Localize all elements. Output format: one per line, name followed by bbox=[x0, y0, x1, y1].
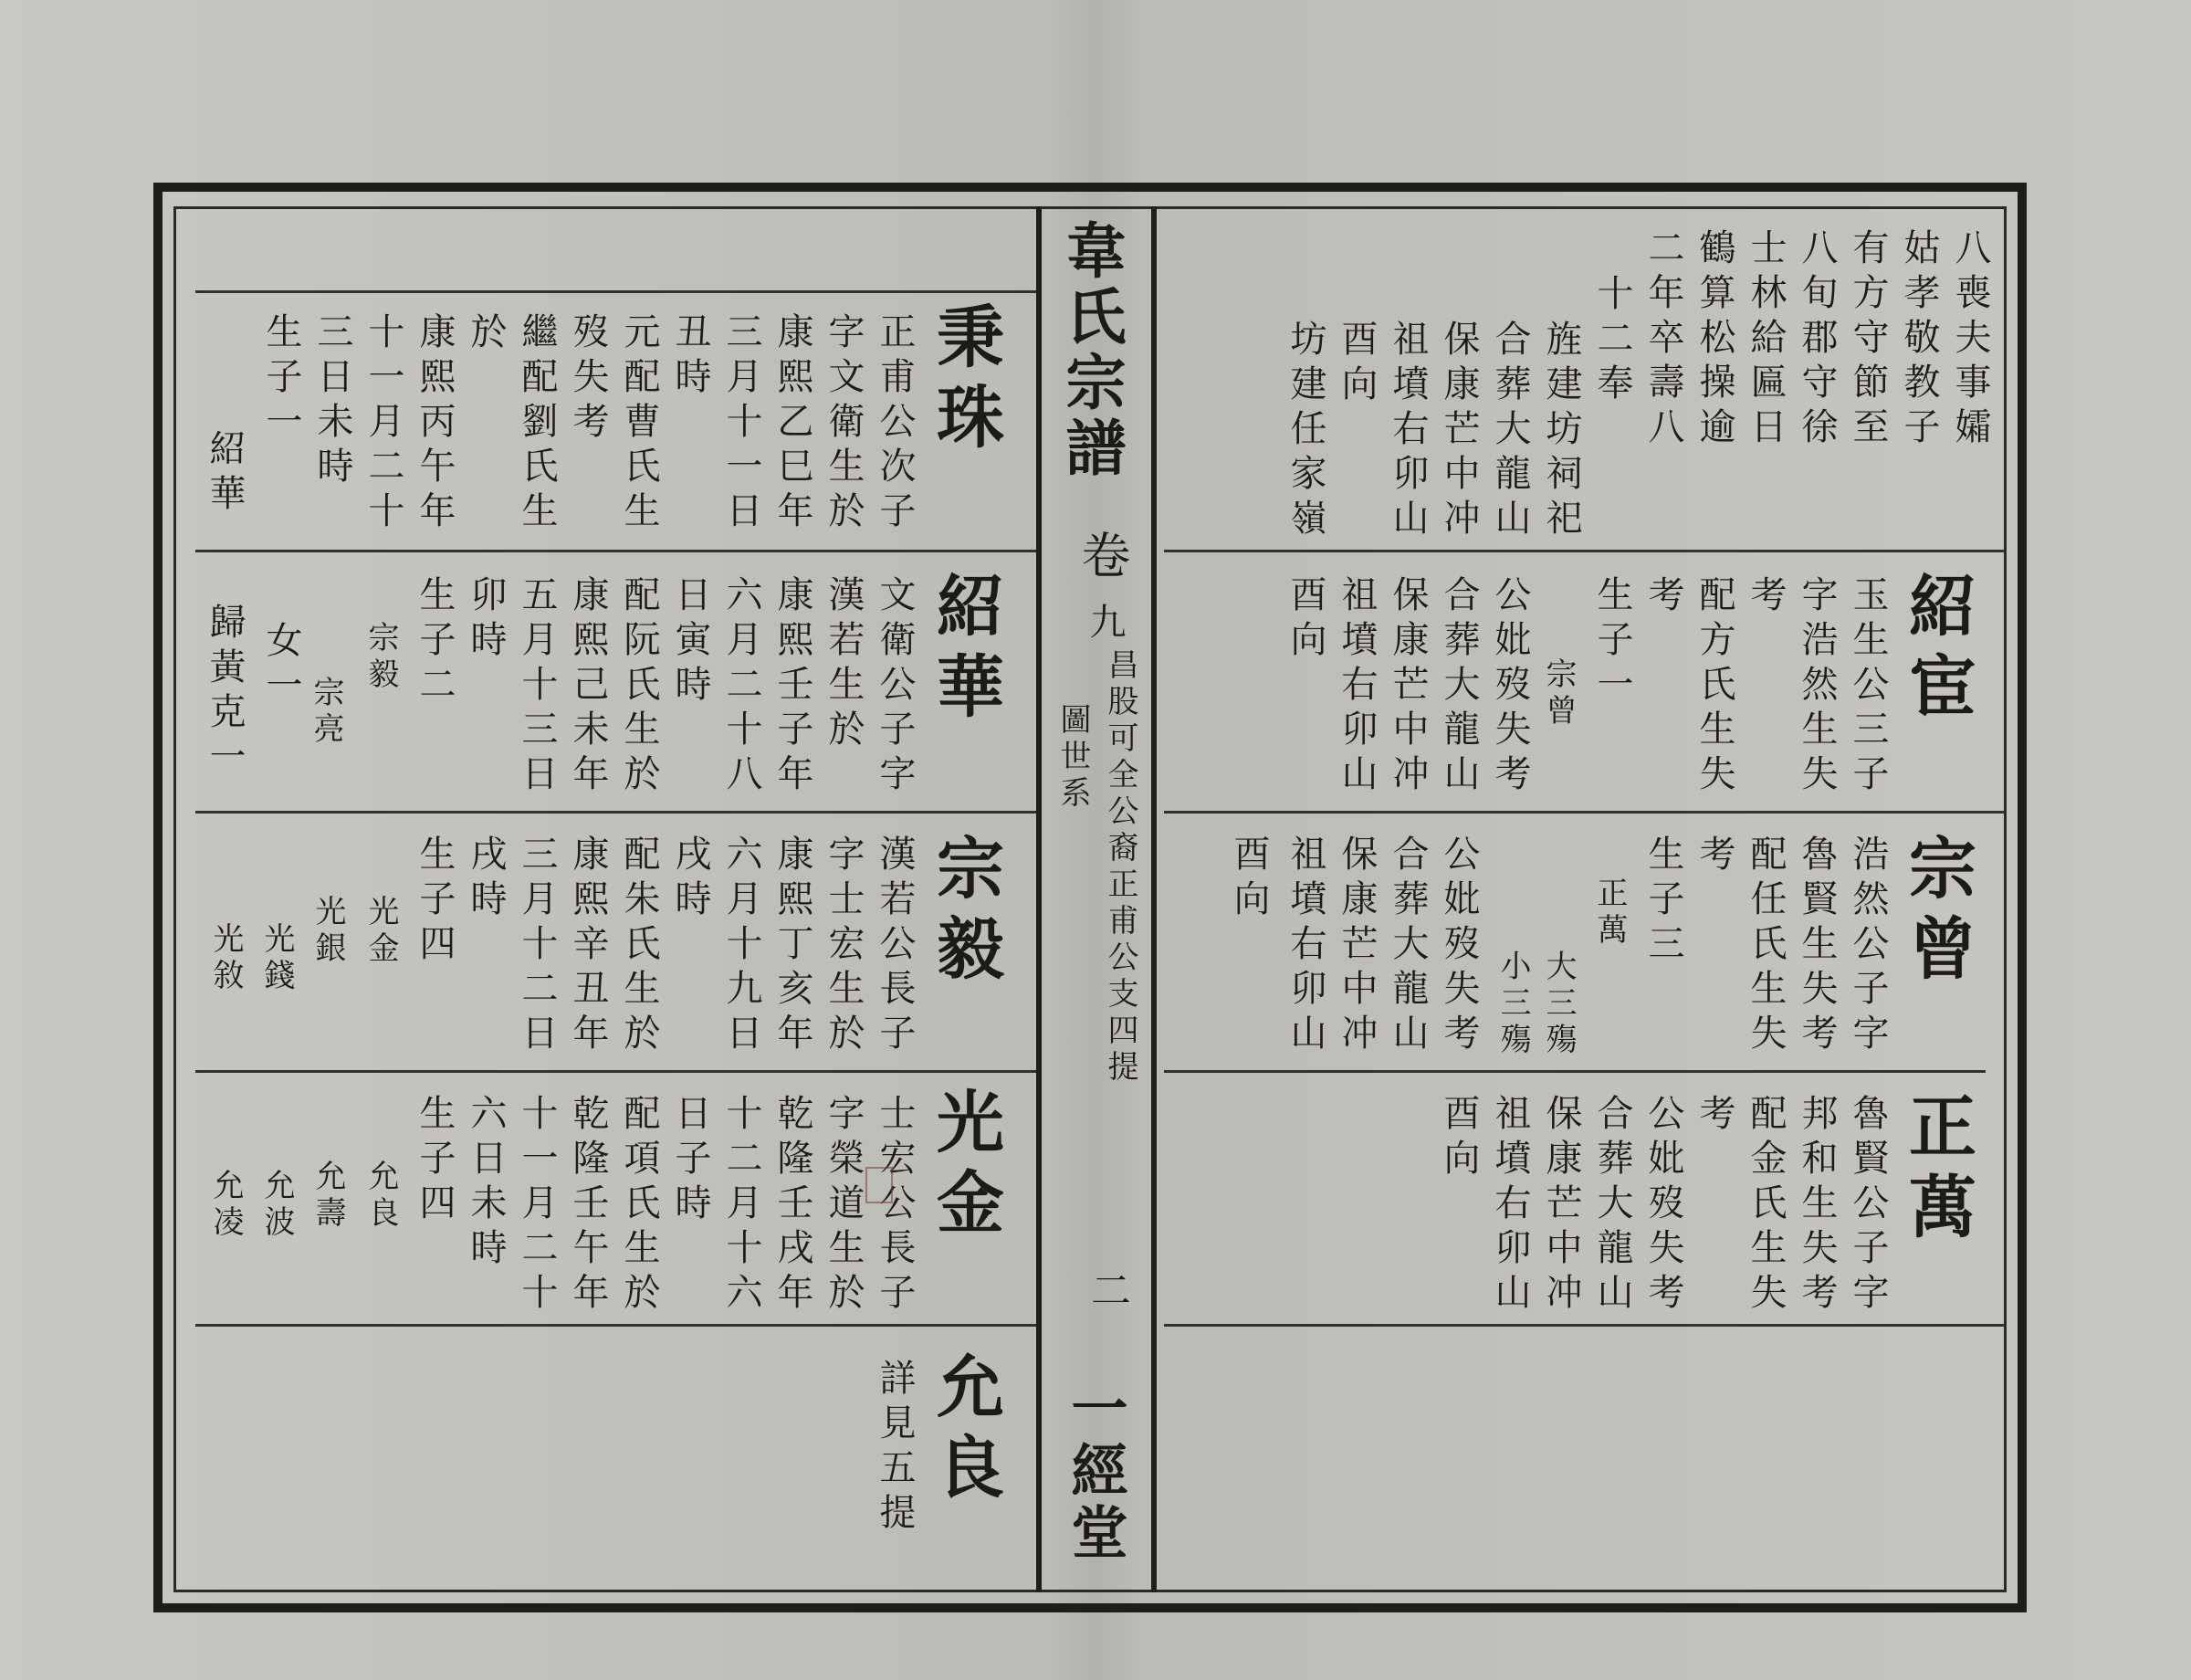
zhengwan-line-4: 考 bbox=[1693, 1094, 1735, 1139]
guangjin-line-1: 士宏公長子 bbox=[874, 1094, 916, 1318]
guangjin-line-4: 十二月十六 bbox=[720, 1094, 762, 1318]
right-top-line-13: 酉向 bbox=[1336, 320, 1378, 409]
guangjin-line-2: 字榮道生於 bbox=[823, 1094, 865, 1318]
shaohua-line-9: 卯時 bbox=[465, 575, 507, 665]
zongyi-line-6: 配朱氏生於 bbox=[618, 835, 660, 1058]
zongyi-line-5: 戌時 bbox=[669, 835, 711, 924]
guangjin-line-8: 十一月二十 bbox=[516, 1094, 558, 1318]
shaohua-line-4: 六月二十八 bbox=[720, 575, 762, 799]
zhengwan-line-3: 配金氏生失 bbox=[1745, 1094, 1787, 1318]
zongzeng-line-11: 保康芒中冲 bbox=[1336, 835, 1378, 1058]
bingzhu-line-4: 三月十一日 bbox=[720, 312, 762, 536]
shaohua-line-6: 配阮氏生於 bbox=[618, 575, 660, 799]
band-line-left-5 bbox=[195, 1324, 1036, 1327]
shaohua-line-13: 女一 bbox=[260, 621, 302, 710]
branch-subtitle: 昌股可全公裔正甫公支四提 bbox=[1102, 648, 1138, 1087]
shaohuan-line-1: 玉生公三子 bbox=[1847, 575, 1889, 799]
band-line-left-3 bbox=[195, 811, 1036, 814]
right-top-line-1: 八喪夫事孀 bbox=[1949, 228, 1991, 452]
right-top-line-8: 十二奉 bbox=[1591, 274, 1633, 408]
zongyi-line-10: 生子四 bbox=[414, 835, 456, 969]
shaohuan-line-3: 考 bbox=[1745, 575, 1787, 620]
shaohua-line-2: 漢若生於 bbox=[823, 575, 865, 754]
bingzhu-line-11: 十一月二十 bbox=[362, 312, 404, 536]
person-name-zongzeng: 宗曾 bbox=[1898, 833, 1976, 993]
zhengwan-line-6: 合葬大龍山 bbox=[1591, 1094, 1633, 1318]
band-line-left-2 bbox=[195, 550, 1036, 552]
right-top-line-6: 鶴算松操逾 bbox=[1693, 228, 1735, 452]
zongyi-line-1: 漢若公長子 bbox=[874, 835, 916, 1058]
shaohuan-line-6: 生子一 bbox=[1591, 575, 1633, 709]
band-line-right-3 bbox=[1164, 1070, 1986, 1073]
chart-label: 圖世系 bbox=[1054, 703, 1091, 813]
guangjin-line-7: 乾隆壬午年 bbox=[567, 1094, 609, 1318]
zongzeng-line-2: 魯賢生失考 bbox=[1796, 835, 1838, 1058]
band-line-left-1 bbox=[195, 290, 1036, 293]
right-top-line-2: 姑孝敬教子 bbox=[1898, 228, 1940, 452]
guangjin-line-9: 六日未時 bbox=[465, 1094, 507, 1273]
right-top-line-3: 有方守節至 bbox=[1847, 228, 1889, 452]
genealogy-title: 韋氏宗譜 bbox=[1055, 219, 1127, 482]
bingzhu-line-6: 元配曹氏生 bbox=[618, 312, 660, 536]
person-name-shaohua: 紹華 bbox=[926, 571, 1004, 731]
right-top-line-9: 旌建坊祠祀 bbox=[1540, 320, 1582, 543]
shaohuan-line-2: 字浩然生失 bbox=[1796, 575, 1838, 799]
zongyi-line-11: 光金 bbox=[362, 895, 399, 968]
shaohua-line-8: 五月十三日 bbox=[516, 575, 558, 799]
band-line-right-4 bbox=[1164, 1324, 2004, 1327]
shaohuan-line-10: 保康芒中冲 bbox=[1387, 575, 1429, 799]
zongzeng-line-10: 合葬大龍山 bbox=[1387, 835, 1429, 1058]
band-line-right-1 bbox=[1164, 550, 2004, 552]
zongyi-line-14: 光敘 bbox=[207, 922, 244, 995]
shaohua-line-10: 生子二 bbox=[414, 575, 456, 709]
bingzhu-line-12: 三日未時 bbox=[311, 312, 353, 491]
right-top-line-12: 祖墳右卯山 bbox=[1387, 320, 1429, 543]
guangjin-line-5: 日子時 bbox=[669, 1094, 711, 1228]
right-top-line-7: 二年卒壽八 bbox=[1642, 228, 1684, 452]
right-top-line-10: 合葬大龍山 bbox=[1489, 320, 1531, 543]
zhengwan-line-1: 魯賢公子字 bbox=[1847, 1094, 1889, 1318]
shaohua-line-11: 宗毅 bbox=[362, 621, 399, 694]
zhengwan-line-5: 公妣歿失考 bbox=[1642, 1094, 1684, 1318]
person-name-shaohuan: 紹宦 bbox=[1898, 571, 1976, 731]
guangjin-line-3: 乾隆壬戌年 bbox=[771, 1094, 813, 1318]
shaohuan-line-9: 合葬大龍山 bbox=[1438, 575, 1480, 799]
zongzeng-line-7: 大三殤 bbox=[1540, 950, 1577, 1059]
zhengwan-line-9: 酉向 bbox=[1438, 1094, 1480, 1183]
shaohua-line-5: 日寅時 bbox=[669, 575, 711, 709]
bingzhu-line-13: 生子一 bbox=[260, 312, 302, 446]
zongyi-line-9: 戌時 bbox=[465, 835, 507, 924]
zhengwan-line-8: 祖墳右卯山 bbox=[1489, 1094, 1531, 1318]
bingzhu-line-5: 丑時 bbox=[669, 312, 711, 402]
zongzeng-line-13: 酉向 bbox=[1228, 835, 1270, 924]
guangjin-line-6: 配項氏生於 bbox=[618, 1094, 660, 1318]
yunliang-line-1: 詳見五提 bbox=[874, 1359, 916, 1538]
shaohua-line-12: 宗亮 bbox=[308, 676, 344, 749]
bingzhu-line-14: 紹華 bbox=[204, 429, 246, 519]
volume-number: 九 bbox=[1084, 603, 1126, 647]
zongyi-line-8: 三月十二日 bbox=[516, 835, 558, 1058]
zongyi-line-2: 字士宏生於 bbox=[823, 835, 865, 1058]
zongzeng-line-9: 公妣歿失考 bbox=[1438, 835, 1480, 1058]
zongzeng-line-1: 浩然公子字 bbox=[1847, 835, 1889, 1058]
shaohuan-line-7: 宗曾 bbox=[1540, 657, 1577, 730]
right-top-line-14: 坊建任家嶺 bbox=[1284, 320, 1326, 543]
shaohuan-line-4: 配方氏生失 bbox=[1693, 575, 1735, 799]
person-name-guangjin: 光金 bbox=[926, 1087, 1004, 1247]
bingzhu-line-10: 康熙丙午年 bbox=[414, 312, 456, 536]
zongyi-line-12: 光銀 bbox=[309, 895, 346, 968]
bingzhu-line-7: 歿失考 bbox=[567, 312, 609, 446]
zongzeng-line-4: 考 bbox=[1693, 835, 1735, 879]
zongzeng-line-6: 正萬 bbox=[1591, 877, 1628, 950]
shaohuan-line-11: 祖墳右卯山 bbox=[1336, 575, 1378, 799]
bingzhu-line-9: 於 bbox=[465, 312, 507, 357]
bingzhu-line-1: 正甫公次子 bbox=[874, 312, 916, 536]
person-name-yunliang: 允良 bbox=[926, 1351, 1004, 1512]
band-line-left-4 bbox=[195, 1070, 1036, 1073]
volume-label: 卷 bbox=[1074, 530, 1131, 587]
shaohua-line-3: 康熙壬子年 bbox=[771, 575, 813, 799]
zongzeng-line-12: 祖墳右卯山 bbox=[1284, 835, 1326, 1058]
zongyi-line-13: 光錢 bbox=[258, 922, 295, 995]
bingzhu-line-3: 康熙乙巳年 bbox=[771, 312, 813, 536]
zhengwan-line-7: 保康芒中冲 bbox=[1540, 1094, 1582, 1318]
shaohua-line-14: 歸黃克一 bbox=[204, 603, 246, 782]
shaohuan-line-8: 公妣歿失考 bbox=[1489, 575, 1531, 799]
person-name-zhengwan: 正萬 bbox=[1898, 1091, 1976, 1252]
guangjin-line-14: 允凌 bbox=[207, 1169, 244, 1242]
page-number: 二 bbox=[1084, 1269, 1130, 1318]
zongyi-line-4: 六月十九日 bbox=[720, 835, 762, 1058]
zhengwan-line-2: 邦和生失考 bbox=[1796, 1094, 1838, 1318]
shaohua-line-7: 康熙己未年 bbox=[567, 575, 609, 799]
shaohua-line-1: 文衛公子字 bbox=[874, 575, 916, 799]
guangjin-line-11: 允良 bbox=[362, 1160, 399, 1233]
zongzeng-line-5: 生子三 bbox=[1642, 835, 1684, 969]
zongzeng-line-8: 小三殤 bbox=[1494, 950, 1531, 1059]
zongzeng-line-3: 配任氏生失 bbox=[1745, 835, 1787, 1058]
person-name-zongyi: 宗毅 bbox=[926, 833, 1004, 993]
right-top-line-5: 士林給匾日 bbox=[1745, 228, 1787, 452]
bingzhu-line-2: 字文衛生於 bbox=[823, 312, 865, 536]
band-line-right-2 bbox=[1164, 811, 2004, 814]
guangjin-line-13: 允波 bbox=[258, 1169, 295, 1242]
hall-name: 一經堂 bbox=[1062, 1379, 1128, 1565]
shaohuan-line-12: 酉向 bbox=[1284, 575, 1326, 665]
right-top-line-4: 八旬郡守徐 bbox=[1796, 228, 1838, 452]
red-seal-stamp bbox=[865, 1167, 893, 1203]
shaohuan-line-5: 考 bbox=[1642, 575, 1684, 620]
bingzhu-line-8: 繼配劉氏生 bbox=[516, 312, 558, 536]
right-top-line-11: 保康芒中冲 bbox=[1438, 320, 1480, 543]
guangjin-line-12: 允壽 bbox=[309, 1160, 346, 1233]
zongyi-line-7: 康熙辛丑年 bbox=[567, 835, 609, 1058]
zongyi-line-3: 康熙丁亥年 bbox=[771, 835, 813, 1058]
guangjin-line-10: 生子四 bbox=[414, 1094, 456, 1228]
person-name-bingzhu: 秉珠 bbox=[926, 301, 1004, 462]
